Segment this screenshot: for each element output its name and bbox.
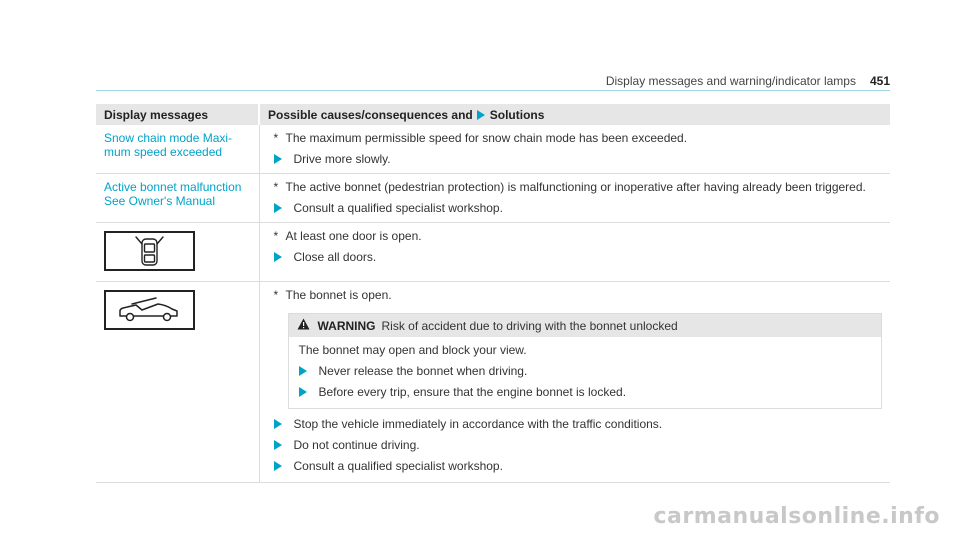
door-open-icon bbox=[104, 231, 195, 271]
arrow-right-icon bbox=[274, 154, 282, 164]
arrow-right-icon bbox=[274, 461, 282, 471]
solution-text: Drive more slowly. bbox=[293, 152, 391, 166]
solution-step bbox=[274, 438, 883, 453]
arrow-right-icon bbox=[477, 110, 485, 120]
arrow-right-icon bbox=[274, 419, 282, 429]
message-cell bbox=[96, 125, 259, 174]
solution-text: Do not continue driving. bbox=[293, 438, 420, 452]
warning-header bbox=[289, 314, 881, 337]
cause-text: The maximum permissible speed for snow chain mode has been exceeded. bbox=[285, 131, 688, 145]
cause-text: The bonnet is open. bbox=[285, 288, 392, 302]
arrow-right-icon bbox=[299, 387, 307, 397]
solution-step bbox=[274, 201, 883, 216]
solution-step bbox=[274, 417, 883, 432]
table-row bbox=[96, 223, 890, 282]
cause-cell bbox=[259, 125, 890, 174]
table-header-row bbox=[96, 104, 890, 125]
table-row bbox=[96, 174, 890, 223]
warning-step bbox=[299, 364, 871, 379]
solution-text: Stop the vehicle immediately in accordance with the traffic conditions. bbox=[293, 417, 663, 431]
table-row bbox=[96, 125, 890, 174]
message-cell bbox=[96, 223, 259, 282]
cause-item: * The maximum permissible speed for snow chain mode has been exceeded. bbox=[273, 131, 688, 145]
warning-title: Risk of accident due to driving with the bonnet unlocked bbox=[381, 318, 678, 333]
cause-item: * The bonnet is open. bbox=[273, 288, 392, 302]
warning-step-text: Before every trip, ensure that the engine bonnet is locked. bbox=[318, 385, 627, 399]
warning-text: The bonnet may open and block your view. bbox=[298, 343, 527, 357]
warning-step-text: Never release the bonnet when driving. bbox=[318, 364, 528, 378]
warning-step bbox=[299, 385, 871, 400]
display-message-text: Active bonnet malfunction See Owner's Manual bbox=[104, 180, 242, 208]
cause-cell bbox=[259, 174, 890, 223]
arrow-right-icon bbox=[274, 203, 282, 213]
solution-step bbox=[274, 152, 883, 167]
solution-text: Close all doors. bbox=[293, 250, 377, 264]
warning-body bbox=[289, 337, 881, 408]
warning-triangle-icon bbox=[297, 318, 310, 333]
cause-item: * At least one door is open. bbox=[273, 229, 422, 243]
column-header-messages: Display messages bbox=[96, 104, 259, 125]
message-cell bbox=[96, 282, 259, 483]
page-header bbox=[96, 72, 890, 91]
page-number: 451 bbox=[869, 74, 890, 88]
table-row bbox=[96, 282, 890, 483]
message-cell bbox=[96, 174, 259, 223]
column-header-causes-text: Possible causes/consequences and bbox=[268, 107, 473, 122]
solution-step bbox=[274, 250, 883, 265]
bonnet-open-icon bbox=[104, 290, 195, 330]
arrow-right-icon bbox=[274, 252, 282, 262]
display-messages-table bbox=[96, 104, 890, 483]
column-header-solutions-text: Solutions bbox=[489, 107, 545, 122]
cause-text: At least one door is open. bbox=[285, 229, 422, 243]
cause-cell bbox=[259, 282, 890, 483]
arrow-right-icon bbox=[299, 366, 307, 376]
solution-step bbox=[274, 459, 883, 474]
watermark: carmanualsonline.info bbox=[653, 504, 940, 529]
cause-item: * The active bonnet (pedestrian protection) is malfunctioning or inoperative after having already been triggered. bbox=[273, 180, 866, 194]
arrow-right-icon bbox=[274, 440, 282, 450]
cause-cell bbox=[259, 223, 890, 282]
cause-text: The active bonnet (pedestrian protection) is malfunctioning or inoperative after having already been triggered. bbox=[285, 180, 866, 194]
display-message-text: Snow chain mode Maxi-mum speed exceeded bbox=[104, 131, 233, 159]
solution-text: Consult a qualified specialist workshop. bbox=[293, 459, 503, 473]
running-title: Display messages and warning/indicator lamps bbox=[605, 74, 856, 88]
column-header-causes bbox=[259, 104, 890, 125]
solution-text: Consult a qualified specialist workshop. bbox=[293, 201, 503, 215]
warning-box bbox=[288, 313, 882, 409]
warning-label: WARNING bbox=[317, 318, 376, 333]
